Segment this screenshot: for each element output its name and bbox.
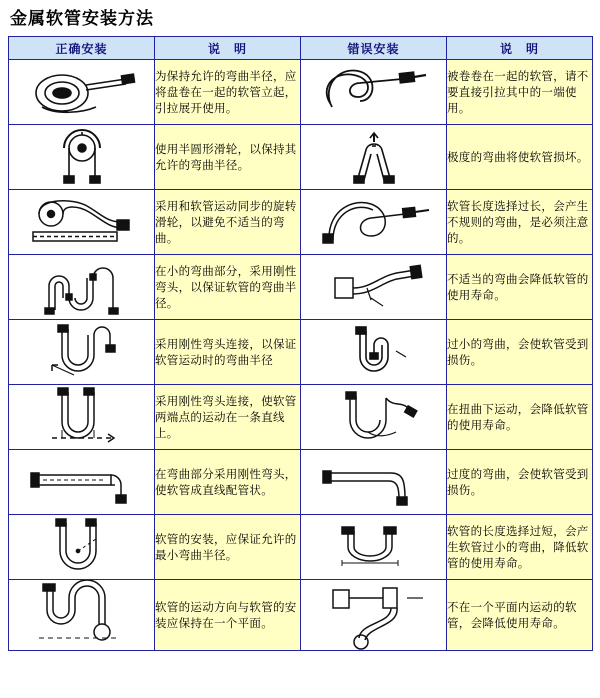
correct-description: 软管的运动方向与软管的安装应保持在一个平面。 (155, 580, 301, 651)
rotating-pulley-chain-icon (9, 190, 155, 255)
correct-description: 采用和软管运动同步的旋转滑轮，以避免不适当的弯曲。 (155, 190, 301, 255)
straight-pipe-elbow-icon (9, 450, 155, 515)
coiled-hose-pulled-icon (301, 60, 447, 125)
sharp-bend-hose-icon (301, 125, 447, 190)
wrong-description: 软管的长度选择过短，会产生软管过小的弯曲，降低软管的使用寿命。 (447, 515, 593, 580)
table-row (9, 450, 593, 515)
correct-description: 在弯曲部分采用刚性弯头，使软管成直线配管状。 (155, 450, 301, 515)
wrong-description: 极度的弯曲将使软管损坏。 (447, 125, 593, 190)
too-small-bend-icon (301, 320, 447, 385)
excessive-bend-icon (301, 450, 447, 515)
table-row (9, 580, 593, 651)
twisted-bend-icon (301, 385, 447, 450)
correct-description: 为保持允许的弯曲半径，应将盘卷在一起的软管立起，引拉展开使用。 (155, 60, 301, 125)
wrong-description: 不适当的弯曲会降低软管的使用寿命。 (447, 255, 593, 320)
out-of-plane-motion-icon (301, 580, 447, 651)
hose-installation-table (8, 36, 593, 651)
header-description-2: 说 明 (447, 37, 593, 60)
header-wrong-install: 错误安装 (301, 37, 447, 60)
correct-description: 使用半圆形滑轮，以保持其允许的弯曲半径。 (155, 125, 301, 190)
table-row (9, 515, 593, 580)
table-row (9, 125, 593, 190)
correct-description: 软管的安装，应保证允许的最小弯曲半径。 (155, 515, 301, 580)
overlong-hose-loop-icon (301, 190, 447, 255)
table-row (9, 255, 593, 320)
min-bend-radius-icon (9, 515, 155, 580)
table-row (9, 60, 593, 125)
rigid-elbow-motion-icon (9, 320, 155, 385)
correct-description: 采用刚性弯头连接，使软管两端点的运动在一条直线上。 (155, 385, 301, 450)
rigid-elbow-small-bend-icon (9, 255, 155, 320)
short-length-bend-icon (301, 515, 447, 580)
wrong-description: 被卷卷在一起的软管，请不要直接引拉其中的一端使用。 (447, 60, 593, 125)
wrong-description: 在扭曲下运动，会降低软管的使用寿命。 (447, 385, 593, 450)
improper-bend-icon (301, 255, 447, 320)
table-row (9, 320, 593, 385)
semicircle-pulley-icon (9, 125, 155, 190)
same-plane-motion-icon (9, 580, 155, 651)
table-row (9, 190, 593, 255)
wrong-description: 不在一个平面内运动的软管，会降低使用寿命。 (447, 580, 593, 651)
correct-description: 采用刚性弯头连接，以保证软管运动时的弯曲半径 (155, 320, 301, 385)
page-title: 金属软管安装方法 (10, 9, 154, 29)
table-header-row (9, 37, 593, 60)
correct-description: 在小的弯曲部分，采用刚性弯头，以保证软管的弯曲半径。 (155, 255, 301, 320)
coiled-hose-flat-icon (9, 60, 155, 125)
u-bend-straight-line-icon (9, 385, 155, 450)
header-description-1: 说 明 (155, 37, 301, 60)
header-correct-install: 正确安装 (9, 37, 155, 60)
table-body (9, 60, 593, 651)
wrong-description: 过小的弯曲，会使软管受到损伤。 (447, 320, 593, 385)
wrong-description: 过度的弯曲，会使软管受到损伤。 (447, 450, 593, 515)
wrong-description: 软管长度选择过长，会产生不规则的弯曲，是必须注意的。 (447, 190, 593, 255)
table-row (9, 385, 593, 450)
